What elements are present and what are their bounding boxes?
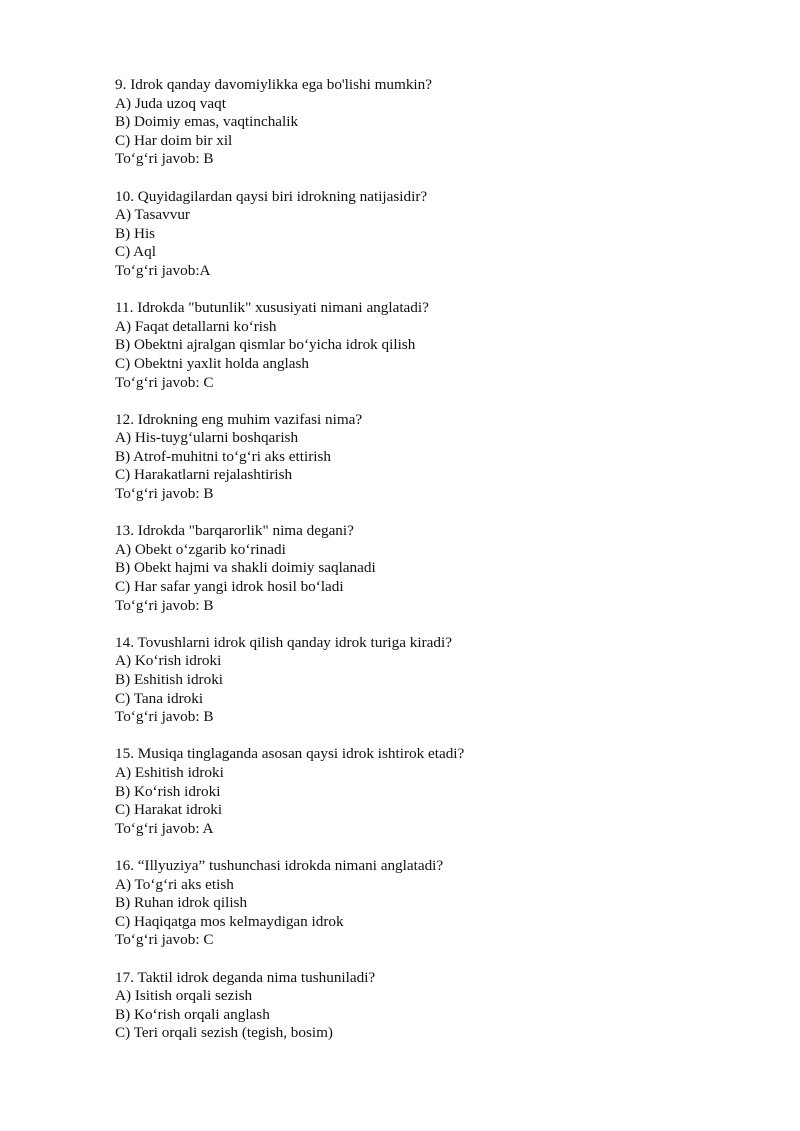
option-b: B) Obektni ajralgan qismlar bo‘yicha idrok qilish — [115, 336, 416, 354]
correct-answer: To‘g‘ri javob: C — [115, 931, 214, 949]
option-a: A) Juda uzoq vaqt — [115, 94, 226, 112]
question-text: 13. Idrokda "barqarorlik" nima degani? — [115, 522, 354, 540]
option-b: B) Doimiy emas, vaqtinchalik — [115, 113, 299, 131]
question-block-11 — [115, 299, 755, 392]
option-a: A) Eshitish idroki — [115, 763, 224, 781]
question-text: 11. Idrokda "butunlik" xususiyati nimani anglatadi? — [115, 299, 429, 317]
correct-answer: To‘g‘ri javob: B — [115, 485, 214, 503]
question-block-16 — [115, 857, 755, 950]
option-b: B) His — [115, 224, 156, 242]
question-text: 9. Idrok qanday davomiylikka ega bo'lishi mumkin? — [115, 76, 432, 93]
question-block-12 — [115, 411, 755, 504]
correct-answer: To‘g‘ri javob: C — [115, 373, 214, 391]
option-c: C) Obektni yaxlit holda anglash — [115, 354, 310, 372]
option-a: A) Faqat detallarni ko‘rish — [115, 317, 277, 335]
option-b: B) Ruhan idrok qilish — [115, 894, 248, 912]
option-b: B) Ko‘rish idroki — [115, 782, 221, 800]
correct-answer: To‘g‘ri javob: A — [115, 819, 214, 837]
question-block-13 — [115, 522, 755, 615]
option-c: C) Tana idroki — [115, 689, 204, 707]
question-block-9 — [115, 76, 755, 169]
option-a: A) To‘g‘ri aks etish — [115, 875, 234, 893]
option-a: A) Tasavvur — [115, 206, 190, 224]
option-a: A) Obekt o‘zgarib ko‘rinadi — [115, 540, 286, 558]
question-text: 16. “Illyuziya” tushunchasi idrokda nimani anglatadi? — [115, 856, 444, 874]
option-b: B) Ko‘rish orqali anglash — [115, 1005, 270, 1023]
correct-answer: To‘g‘ri javob: B — [115, 708, 214, 726]
question-block-10 — [115, 188, 755, 281]
correct-answer: To‘g‘ri javob: B — [115, 150, 214, 168]
option-c: C) Har safar yangi idrok hosil bo‘ladi — [115, 578, 344, 596]
option-c: C) Harakat idroki — [115, 801, 223, 819]
option-c: C) Teri orqali sezish (tegish, bosim) — [115, 1024, 333, 1042]
question-text: 15. Musiqa tinglaganda asosan qaysi idrok ishtirok etadi? — [115, 745, 465, 763]
option-c: C) Aql — [115, 243, 156, 261]
question-block-15 — [115, 745, 755, 838]
option-b: B) Obekt hajmi va shakli doimiy saqlanadi — [115, 559, 376, 577]
option-c: C) Haqiqatga mos kelmaydigan idrok — [115, 912, 344, 930]
question-block-17 — [115, 969, 755, 1043]
option-b: B) Atrof-muhitni to‘g‘ri aks ettirish — [115, 447, 331, 465]
correct-answer: To‘g‘ri javob:A — [115, 261, 211, 279]
question-text: 10. Quyidagilardan qaysi biri idrokning natijasidir? — [115, 187, 428, 205]
correct-answer: To‘g‘ri javob: B — [115, 596, 214, 614]
question-text: 14. Tovushlarni idrok qilish qanday idrok turiga kiradi? — [115, 633, 452, 651]
option-c: C) Harakatlarni rejalashtirish — [115, 466, 293, 484]
question-block-14 — [115, 634, 755, 727]
option-a: A) Ko‘rish idroki — [115, 652, 222, 670]
question-text: 12. Idrokning eng muhim vazifasi nima? — [115, 410, 363, 428]
option-c: C) Har doim bir xil — [115, 131, 233, 149]
document-page — [115, 76, 755, 1061]
option-a: A) Isitish orqali sezish — [115, 987, 253, 1005]
option-b: B) Eshitish idroki — [115, 671, 224, 688]
question-text: 17. Taktil idrok deganda nima tushuniladi? — [115, 968, 376, 986]
option-a: A) His-tuyg‘ularni boshqarish — [115, 429, 299, 447]
